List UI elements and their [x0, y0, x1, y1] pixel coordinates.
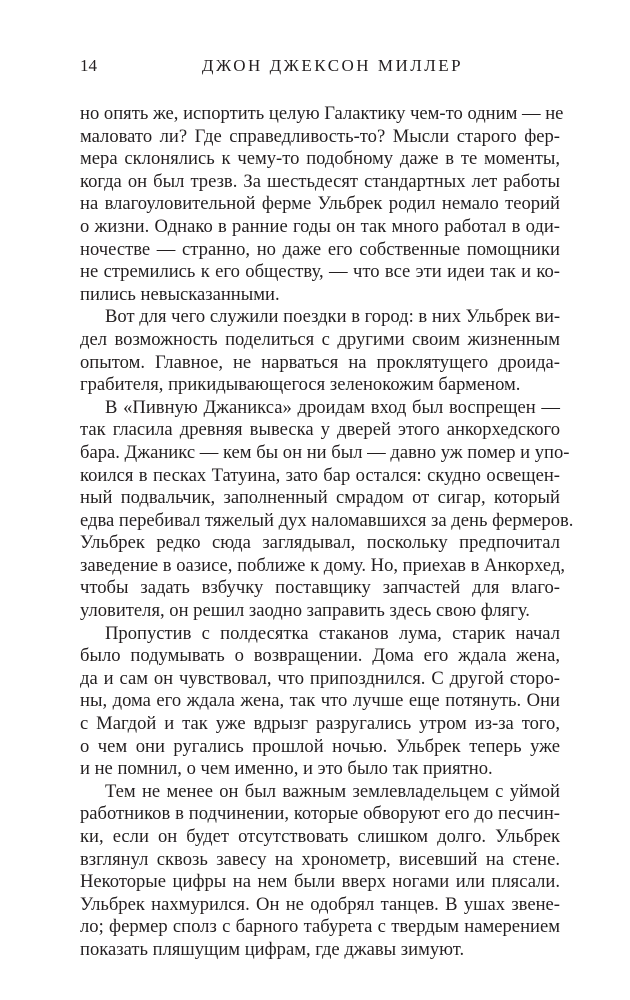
text-line: ный подвальчик, заполненный смрадом от сигар, который — [80, 487, 560, 509]
text-line: пились невысказанными. — [80, 283, 280, 305]
text-line: ло; фермер сполз с барного табурета с твердым намерением — [80, 916, 560, 938]
text-line: опытом. Главное, не нарваться на проклятущего дроида- — [80, 351, 560, 373]
body-text — [80, 103, 574, 962]
text-line: В «Пивную Джаникса» дроидам вход был воспрещен — — [105, 396, 560, 418]
paragraph — [80, 103, 564, 306]
text-line: показать пляшущим цифрам, где джавы зимуют. — [80, 938, 465, 960]
text-line: было подумывать о возвращении. Дома его ждала жена, — [80, 645, 560, 667]
text-line: ны, дома его ждала жена, так что лучше еще потянуть. Они — [80, 690, 560, 712]
page-number: 14 — [80, 56, 97, 75]
text-line: на влагоуловительной ферме Ульбрек родил немало теорий — [80, 193, 560, 215]
paragraph — [80, 396, 574, 623]
text-line: но опять же, испортить целую Галактику чем-то одним — не — [80, 103, 564, 124]
text-line: не стремились к его обществу, — что все эти идеи так и ко- — [80, 261, 560, 283]
running-head: ДЖОН ДЖЕКСОН МИЛЛЕР — [201, 56, 464, 75]
text-line: когда он был трезв. За шестьдесят стандартных лет работы — [80, 170, 560, 192]
text-line: взглянул сквозь завесу на хронометр, висевший на стене. — [80, 848, 560, 870]
text-line: дел возможность поделиться с другими своим жизненным — [80, 328, 560, 350]
text-line: чтобы задать взбучку поставщику запчастей для влаго- — [80, 577, 560, 599]
text-line: ночестве — странно, но даже его собственные помощники — [80, 238, 560, 260]
text-line: Некоторые цифры на нем были вверх ногами или плясали. — [80, 871, 560, 893]
text-line: с Магдой и так уже вдрызг разругались утром из-за того, — [80, 713, 560, 735]
text-line: уловителя, он решил заодно заправить здесь свою флягу. — [80, 600, 530, 622]
text-line: да и сам он чувствовал, что припозднился. С другой сторо- — [80, 667, 560, 689]
text-line: Ульбрек редко сюда заглядывал, поскольку предпочитал — [80, 532, 560, 554]
text-line: о жизни. Однако в ранние годы он так много работал в оди- — [80, 215, 560, 237]
paragraph — [80, 781, 560, 962]
text-line: Вот для чего служили поездки в город: в них Ульбрек ви- — [105, 306, 561, 328]
page-header — [80, 56, 545, 80]
text-line: Ульбрек нахмурился. Он не одобрял танцев. В ушах звене- — [80, 893, 560, 915]
text-line: заведение в оазисе, поближе к дому. Но, приехав в Анкорхед, — [80, 554, 566, 576]
text-line: о чем они ругались прошлой ночью. Ульбрек теперь уже — [80, 735, 560, 757]
text-line: маловато ли? Где справедливость-то? Мысли старого фер- — [80, 125, 560, 147]
paragraph — [80, 306, 560, 396]
text-line: Тем не менее он был важным землевладельцем с уймой — [105, 780, 560, 802]
text-line: коился в песках Татуина, зато бар остался: скудно освещен- — [80, 464, 560, 486]
text-line: мера склонялись к чему-то подобному даже в те моменты, — [80, 148, 560, 170]
text-line: и не помнил, о чем именно, и это было так приятно. — [80, 758, 493, 780]
text-line: ки, если он будет отсутствовать слишком долго. Ульбрек — [80, 826, 560, 847]
text-line: грабителя, прикидывающегося зеленокожим барменом. — [80, 374, 521, 396]
text-line: едва перебивал тяжелый дух наломавшихся за день фермеров. — [80, 509, 574, 531]
text-line: бара. Джаникс — кем бы он ни был — давно уж помер и упо- — [80, 441, 570, 463]
text-line: Пропустив с полдесятка стаканов лума, старик начал — [105, 622, 560, 644]
paragraph — [80, 623, 560, 781]
text-line: работников в подчинении, которые обворуют его до песчин- — [80, 803, 560, 825]
text-line: так гласила древняя вывеска у дверей этого анкорхедского — [80, 419, 560, 441]
